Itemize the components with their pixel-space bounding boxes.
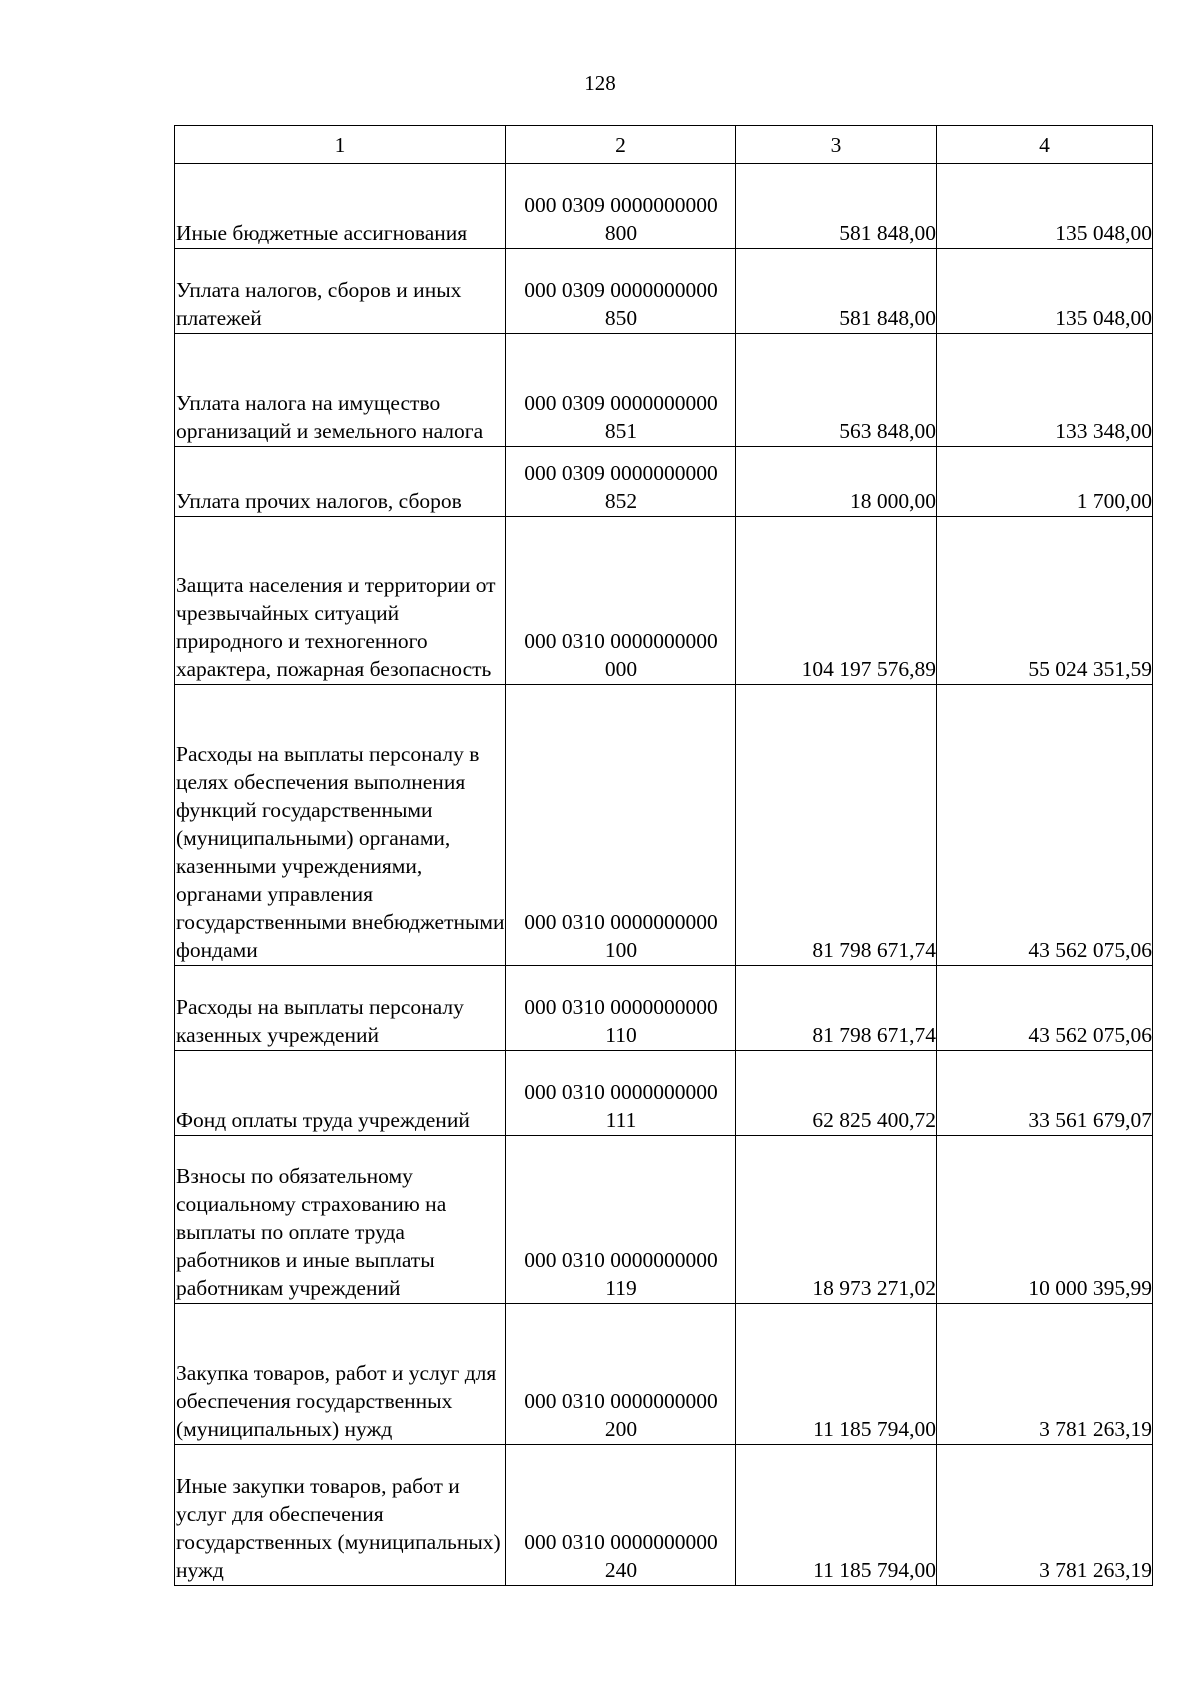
row-value-4: 135 048,00 bbox=[937, 164, 1153, 249]
code-prefix: 000 0310 0000000000 bbox=[524, 1248, 718, 1272]
row-name: Взносы по обязательному социальному страхованию на выплаты по оплате труда работников и иные выплаты работникам учреждений bbox=[175, 1136, 506, 1304]
row-code bbox=[506, 1051, 736, 1136]
row-name: Защита населения и территории от чрезвычайных ситуаций природного и техногенного характера, пожарная безопасность bbox=[175, 517, 506, 685]
table-header-row bbox=[175, 126, 1153, 164]
row-code bbox=[506, 966, 736, 1051]
code-suffix: 852 bbox=[604, 489, 638, 513]
code-suffix: 111 bbox=[605, 1108, 637, 1132]
code-prefix: 000 0309 0000000000 bbox=[524, 391, 718, 415]
row-code bbox=[506, 249, 736, 334]
table-row bbox=[175, 966, 1153, 1051]
header-col-1: 1 bbox=[175, 126, 506, 164]
code-prefix: 000 0310 0000000000 bbox=[524, 1389, 718, 1413]
table-row bbox=[175, 249, 1153, 334]
code-prefix: 000 0310 0000000000 bbox=[524, 995, 718, 1019]
budget-table bbox=[174, 125, 1153, 1586]
row-value-3: 11 185 794,00 bbox=[736, 1445, 937, 1586]
row-name: Фонд оплаты труда учреждений bbox=[175, 1051, 506, 1136]
row-name: Закупка товаров, работ и услуг для обеспечения государственных (муниципальных) нужд bbox=[175, 1304, 506, 1445]
row-name: Иные закупки товаров, работ и услуг для обеспечения государственных (муниципальных) нужд bbox=[175, 1445, 506, 1586]
row-code bbox=[506, 517, 736, 685]
header-col-3: 3 bbox=[736, 126, 937, 164]
page-number: 128 bbox=[584, 71, 616, 95]
row-value-4: 33 561 679,07 bbox=[937, 1051, 1153, 1136]
row-value-4: 55 024 351,59 bbox=[937, 517, 1153, 685]
row-value-4: 10 000 395,99 bbox=[937, 1136, 1153, 1304]
row-name: Иные бюджетные ассигнования bbox=[175, 164, 506, 249]
code-suffix: 119 bbox=[605, 1276, 637, 1300]
code-suffix: 240 bbox=[604, 1558, 638, 1582]
row-value-3: 581 848,00 bbox=[736, 164, 937, 249]
table-row bbox=[175, 164, 1153, 249]
code-prefix: 000 0309 0000000000 bbox=[524, 278, 718, 302]
code-prefix: 000 0310 0000000000 bbox=[524, 1080, 718, 1104]
table-row bbox=[175, 447, 1153, 517]
row-name: Расходы на выплаты персоналу казенных учреждений bbox=[175, 966, 506, 1051]
row-code bbox=[506, 1136, 736, 1304]
table-row bbox=[175, 1304, 1153, 1445]
code-prefix: 000 0310 0000000000 bbox=[524, 1530, 718, 1554]
row-name: Уплата прочих налогов, сборов bbox=[175, 447, 506, 517]
row-code bbox=[506, 1445, 736, 1586]
code-suffix: 200 bbox=[604, 1417, 638, 1441]
row-value-4: 1 700,00 bbox=[937, 447, 1153, 517]
row-code bbox=[506, 164, 736, 249]
row-value-4: 3 781 263,19 bbox=[937, 1304, 1153, 1445]
row-value-3: 81 798 671,74 bbox=[736, 685, 937, 966]
row-value-4: 133 348,00 bbox=[937, 334, 1153, 447]
code-prefix: 000 0309 0000000000 bbox=[524, 461, 718, 485]
table-row bbox=[175, 1445, 1153, 1586]
row-value-3: 104 197 576,89 bbox=[736, 517, 937, 685]
code-suffix: 110 bbox=[605, 1023, 637, 1047]
row-code bbox=[506, 685, 736, 966]
code-suffix: 100 bbox=[604, 938, 638, 962]
row-value-4: 43 562 075,06 bbox=[937, 966, 1153, 1051]
header-col-4: 4 bbox=[937, 126, 1153, 164]
row-value-4: 135 048,00 bbox=[937, 249, 1153, 334]
row-value-3: 62 825 400,72 bbox=[736, 1051, 937, 1136]
row-value-4: 3 781 263,19 bbox=[937, 1445, 1153, 1586]
row-code bbox=[506, 1304, 736, 1445]
table-row bbox=[175, 1051, 1153, 1136]
header-col-2: 2 bbox=[506, 126, 736, 164]
table-row bbox=[175, 685, 1153, 966]
code-suffix: 000 bbox=[604, 657, 638, 681]
code-prefix: 000 0310 0000000000 bbox=[524, 629, 718, 653]
row-name: Расходы на выплаты персоналу в целях обеспечения выполнения функций государственными (муниципальными) органами, казенными учреждениями, органами управления государственными внебюджетными фондами bbox=[175, 685, 506, 966]
table-row bbox=[175, 517, 1153, 685]
code-suffix: 850 bbox=[604, 306, 638, 330]
table-row bbox=[175, 334, 1153, 447]
code-prefix: 000 0310 0000000000 bbox=[524, 910, 718, 934]
row-value-3: 563 848,00 bbox=[736, 334, 937, 447]
row-value-3: 18 000,00 bbox=[736, 447, 937, 517]
row-value-4: 43 562 075,06 bbox=[937, 685, 1153, 966]
row-value-3: 81 798 671,74 bbox=[736, 966, 937, 1051]
code-suffix: 800 bbox=[604, 221, 638, 245]
row-code bbox=[506, 447, 736, 517]
row-value-3: 18 973 271,02 bbox=[736, 1136, 937, 1304]
row-value-3: 581 848,00 bbox=[736, 249, 937, 334]
row-name: Уплата налогов, сборов и иных платежей bbox=[175, 249, 506, 334]
row-name: Уплата налога на имущество организаций и земельного налога bbox=[175, 334, 506, 447]
code-suffix: 851 bbox=[604, 419, 638, 443]
row-code bbox=[506, 334, 736, 447]
code-prefix: 000 0309 0000000000 bbox=[524, 193, 718, 217]
row-value-3: 11 185 794,00 bbox=[736, 1304, 937, 1445]
table-row bbox=[175, 1136, 1153, 1304]
